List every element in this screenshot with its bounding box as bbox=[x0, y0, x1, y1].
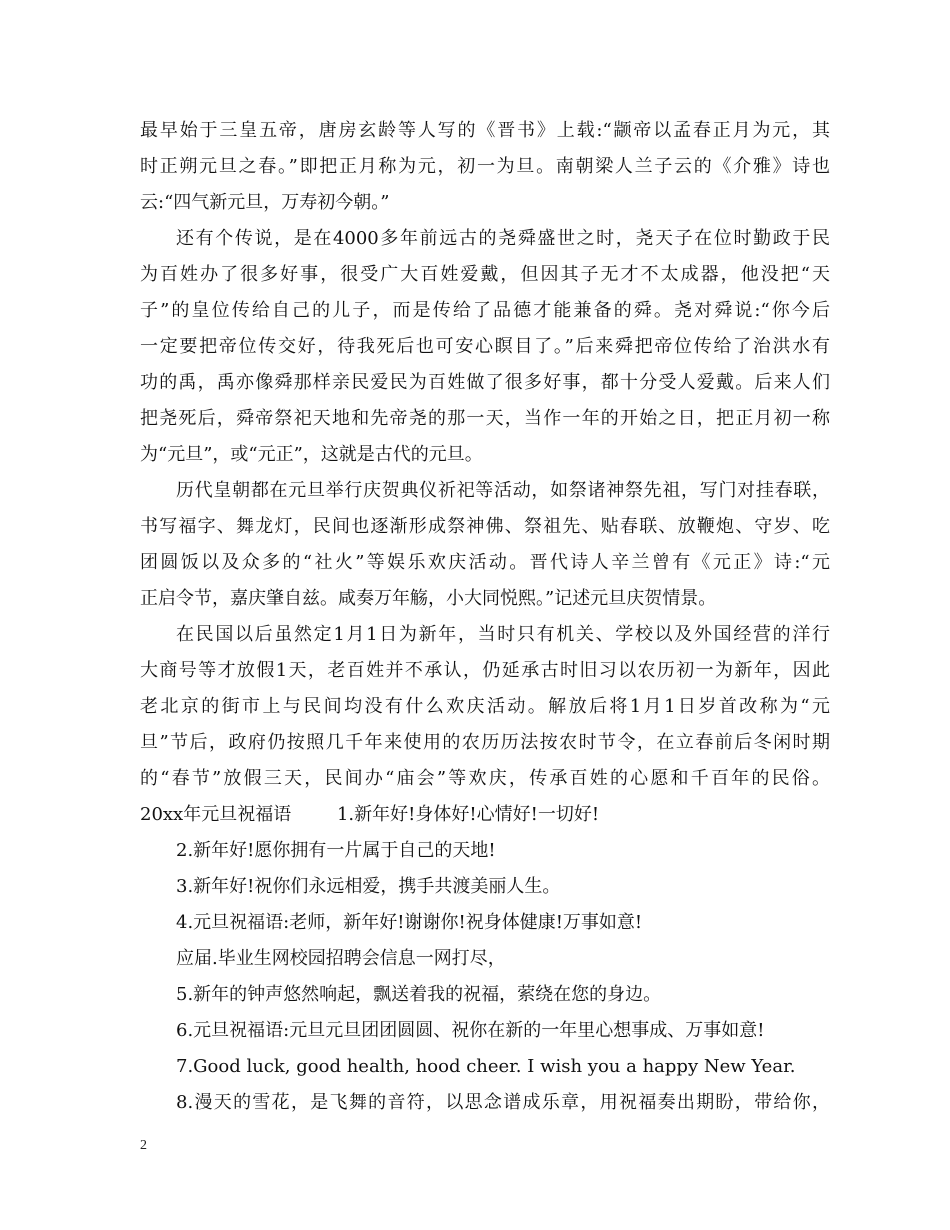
greeting-item: 2.新年好!愿你拥有一片属于自己的天地! bbox=[176, 840, 496, 861]
text-line: 为百姓办了很多好事，很受广大百姓爱戴，但因其子无才不太成器，他没把“天 bbox=[140, 264, 830, 285]
text-line: 还有个传说，是在4000多年前远古的尧舜盛世之时，尧天子在位时勤政于民 bbox=[176, 228, 830, 249]
text-line: 的“春节”放假三天，民间办“庙会”等欢庆，传承百姓的心愿和千百年的民俗。 bbox=[140, 768, 830, 789]
ad-text-line: 应届.毕业生网校园招聘会信息一网打尽， bbox=[176, 948, 506, 969]
text-line: 云:“四气新元旦，万寿初今朝。” bbox=[140, 192, 390, 213]
text-line: 最早始于三皇五帝，唐房玄龄等人写的《晋书》上载:“颛帝以孟春正月为元，其 bbox=[140, 120, 830, 141]
greeting-item: 7.Good luck, good health, hood cheer. I wish you a happy New Year. bbox=[176, 1056, 796, 1077]
text-line: 子”的皇位传给自己的儿子，而是传给了品德才能兼备的舜。尧对舜说:“你今后 bbox=[140, 300, 830, 321]
greeting-item: 4.元旦祝福语:老师，新年好!谢谢你!祝身体健康!万事如意! bbox=[176, 912, 643, 933]
text-line: 把尧死后，舜帝祭祀天地和先帝尧的那一天，当作一年的开始之日，把正月初一称 bbox=[140, 408, 830, 429]
text-line: 一定要把帝位传交好，待我死后也可安心瞑目了。”后来舜把帝位传给了治洪水有 bbox=[140, 336, 830, 357]
greeting-item: 5.新年的钟声悠然响起，飘送着我的祝福，萦绕在您的身边。 bbox=[176, 984, 662, 1005]
body-text bbox=[140, 113, 830, 1121]
text-line: 老北京的街市上与民间均没有什么欢庆活动。解放后将1月1日岁首改称为“元 bbox=[140, 696, 830, 717]
text-line: 在民国以后虽然定1月1日为新年，当时只有机关、学校以及外国经营的洋行 bbox=[176, 624, 830, 645]
text-line: 为“元旦”，或“元正”，这就是古代的元旦。 bbox=[140, 444, 483, 465]
greeting-item: 6.元旦祝福语:元旦元旦团团圆圆、祝你在新的一年里心想事成、万事如意! bbox=[176, 1020, 765, 1041]
text-line: 历代皇朝都在元旦举行庆贺典仪祈祀等活动，如祭诸神祭先祖，写门对挂春联， bbox=[176, 480, 830, 501]
text-line: 大商号等才放假1天，老百姓并不承认，仍延承古时旧习以农历初一为新年，因此 bbox=[140, 660, 830, 681]
text-line: 书写福字、舞龙灯，民间也逐渐形成祭神佛、祭祖先、贴春联、放鞭炮、守岁、吃 bbox=[140, 516, 830, 537]
section-heading-line: 20xx年元旦祝福语 1.新年好!身体好!心情好!一切好! bbox=[140, 804, 600, 825]
greeting-item: 3.新年好!祝你们永远相爱，携手共渡美丽人生。 bbox=[176, 876, 561, 897]
text-line: 旦”节后，政府仍按照几千年来使用的农历历法按农时节令，在立春前后冬闲时期 bbox=[140, 732, 830, 753]
page-number: 2 bbox=[140, 1138, 147, 1153]
text-line: 时正朔元旦之春。”即把正月称为元，初一为旦。南朝梁人兰子云的《介雅》诗也 bbox=[140, 156, 830, 177]
text-line: 功的禹，禹亦像舜那样亲民爱民为百姓做了很多好事，都十分受人爱戴。后来人们 bbox=[140, 372, 830, 393]
greeting-item: 8.漫天的雪花，是飞舞的音符，以思念谱成乐章，用祝福奏出期盼，带给你， bbox=[176, 1092, 830, 1113]
text-line: 正启令节，嘉庆肇自兹。咸奏万年觞，小大同悦熙。”记述元旦庆贺情景。 bbox=[140, 588, 717, 609]
text-line: 团圆饭以及众多的“社火”等娱乐欢庆活动。晋代诗人辛兰曾有《元正》诗:“元 bbox=[140, 552, 830, 573]
